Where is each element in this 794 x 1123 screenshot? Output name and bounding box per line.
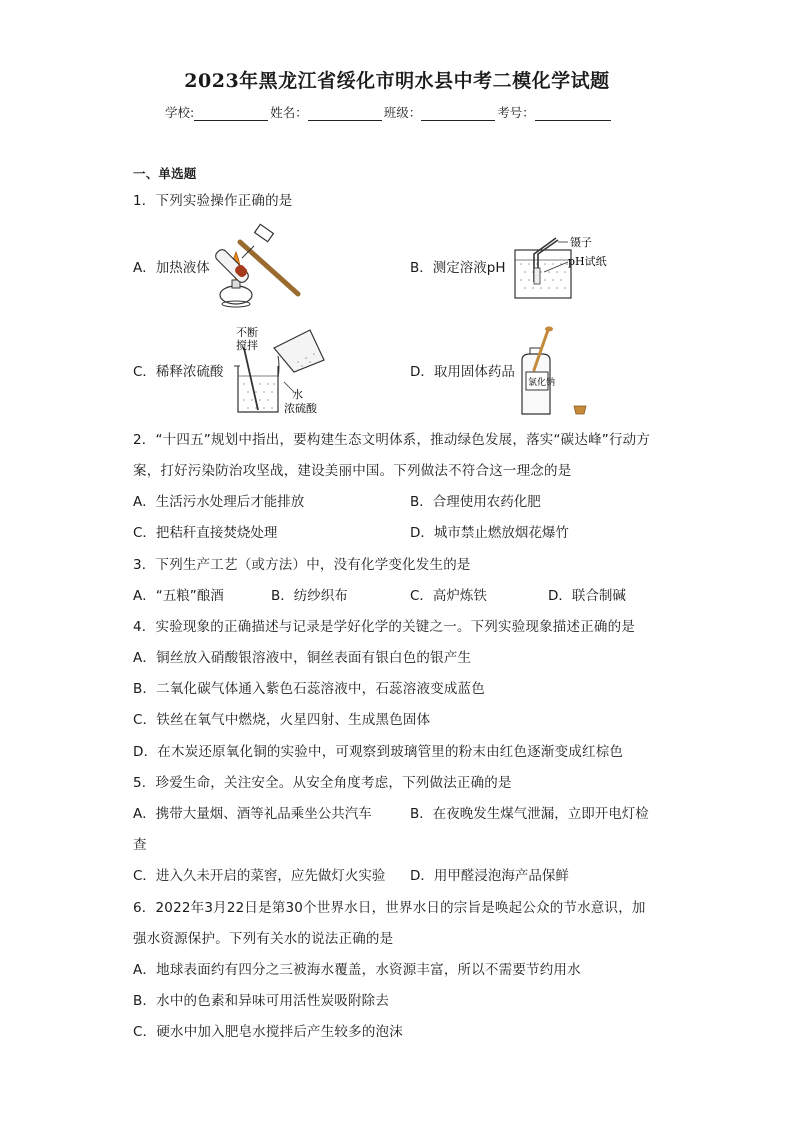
q5-option-a: A．携带大量烟、酒等礼品乘坐公共汽车 bbox=[133, 806, 372, 822]
q5-stem: 5．珍爱生命，关注安全。从安全角度考虑，下列做法正确的是 bbox=[133, 775, 512, 791]
school-field[interactable] bbox=[194, 106, 268, 121]
sodium-chloride-label: 氯化钠 bbox=[528, 378, 556, 388]
stir-label-2: 搅拌 bbox=[236, 339, 258, 352]
school-label: 学校: bbox=[165, 105, 195, 120]
q2-option-a: A．生活污水处理后才能排放 bbox=[133, 494, 305, 510]
q6-option-c: C．硬水中加入肥皂水搅拌后产生较多的泡沫 bbox=[133, 1024, 403, 1040]
student-info-row bbox=[165, 103, 613, 121]
q1-stem: 1．下列实验操作正确的是 bbox=[133, 193, 293, 209]
q3-stem: 3．下列生产工艺（或方法）中，没有化学变化发生的是 bbox=[133, 557, 471, 573]
q6-option-a: A．地球表面约有四分之三被海水覆盖，水资源丰富，所以不需要节约用水 bbox=[133, 962, 581, 978]
name-field[interactable] bbox=[308, 106, 382, 121]
q3-option-d: D．联合制碱 bbox=[548, 588, 626, 604]
q4-option-c: C．铁丝在氧气中燃烧，火星四射、生成黑色固体 bbox=[133, 712, 431, 728]
q5-option-c: C．进入久未开启的菜窖，应先做灯火实验 bbox=[133, 868, 386, 884]
q1-option-b: B．测定溶液pH bbox=[410, 260, 506, 276]
q6-stem-line1: 6．2022年3月22日是第30个世界水日，世界水日的宗旨是唤起公众的节水意识，加 bbox=[133, 900, 646, 916]
q3-option-a: A．“五粮”酿酒 bbox=[133, 588, 224, 604]
stir-label-1: 不断 bbox=[236, 326, 258, 339]
q3-option-c: C．高炉炼铁 bbox=[410, 588, 487, 604]
q4-option-a: A．铜丝放入硝酸银溶液中，铜丝表面有银白色的银产生 bbox=[133, 650, 472, 666]
q5-option-b-continued: 查 bbox=[133, 837, 147, 853]
q1-option-d: D．取用固体药品 bbox=[410, 364, 515, 380]
conc-acid-label: 浓硫酸 bbox=[284, 402, 317, 415]
q5-option-b: B．在夜晚发生煤气泄漏，立即开电灯检 bbox=[410, 806, 649, 822]
q4-option-b: B．二氧化碳气体通入紫色石蕊溶液中，石蕊溶液变成蓝色 bbox=[133, 681, 485, 697]
ph-measure-figure bbox=[512, 234, 616, 302]
exam-number-field[interactable] bbox=[535, 106, 611, 121]
exam-number-label: 考号： bbox=[497, 105, 535, 120]
q2-stem-line2: 案，打好污染防治攻坚战，建设美丽中国。下列做法不符合这一理念的是 bbox=[133, 463, 572, 479]
solid-reagent-figure bbox=[514, 326, 590, 418]
exam-title: 2023年黑龙江省绥化市明水县中考二模化学试题 bbox=[184, 70, 610, 92]
dilute-acid-figure bbox=[228, 326, 332, 418]
name-label: 姓名： bbox=[270, 105, 308, 120]
q4-option-d: D．在木炭还原氧化铜的实验中，可观察到玻璃管里的粉末由红色逐渐变成红棕色 bbox=[133, 744, 624, 760]
q6-option-b: B．水中的色素和异味可用活性炭吸附除去 bbox=[133, 993, 390, 1009]
q2-option-b: B．合理使用农药化肥 bbox=[410, 494, 541, 510]
heating-liquid-figure bbox=[206, 222, 316, 312]
q2-stem-line1: 2．“十四五”规划中指出，要构建生态文明体系，推动绿色发展，落实“碳达峰”行动方 bbox=[133, 432, 651, 448]
q2-option-c: C．把秸秆直接焚烧处理 bbox=[133, 525, 278, 541]
q6-stem-line2: 强水资源保护。下列有关水的说法正确的是 bbox=[133, 931, 394, 947]
q3-option-b: B．纺纱织布 bbox=[271, 588, 348, 604]
q1-option-c: C．稀释浓硫酸 bbox=[133, 364, 224, 380]
q5-option-d: D．用甲醛浸泡海产品保鲜 bbox=[410, 868, 569, 884]
q2-option-d: D．城市禁止燃放烟花爆竹 bbox=[410, 525, 569, 541]
water-label: 水 bbox=[292, 388, 303, 401]
class-label: 班级： bbox=[383, 105, 422, 120]
tweezers-label: 镊子 bbox=[570, 236, 592, 249]
class-field[interactable] bbox=[421, 106, 495, 121]
section-heading: 一、单选题 bbox=[133, 166, 197, 181]
ph-paper-label: pH试纸 bbox=[568, 255, 607, 268]
q4-stem: 4．实验现象的正确描述与记录是学好化学的关键之一。下列实验现象描述正确的是 bbox=[133, 619, 635, 635]
q1-option-a: A．加热液体 bbox=[133, 260, 210, 276]
